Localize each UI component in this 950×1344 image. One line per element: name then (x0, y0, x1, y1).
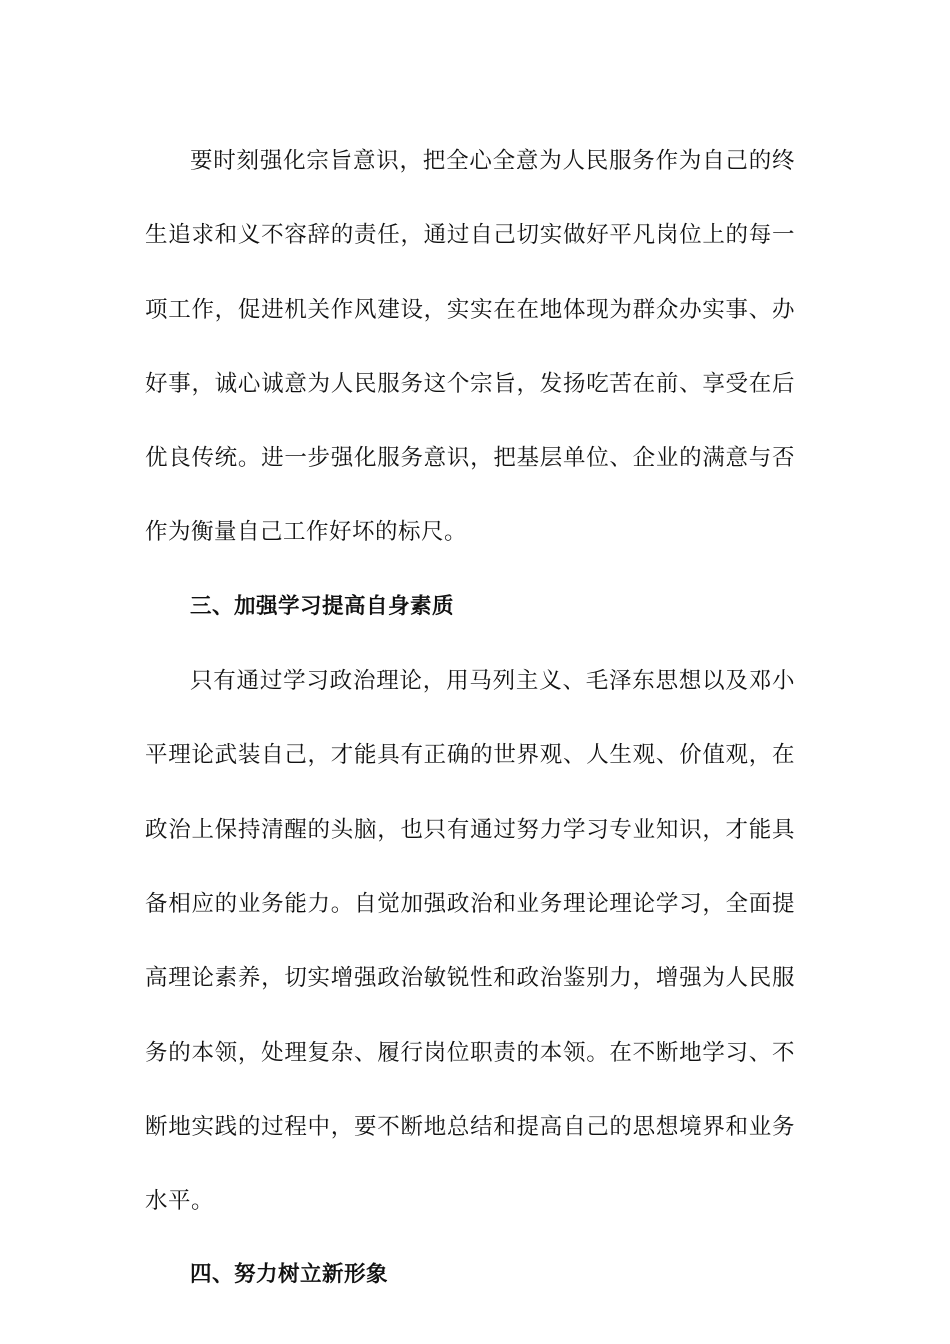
document-body (145, 124, 795, 1313)
section-heading: 三、加强学习提高自身素质 (190, 593, 455, 619)
body-paragraph: 要时刻强化宗旨意识，把全心全意为人民服务作为自己的终生追求和义不容辞的责任，通过自己切实做好平凡岗位上的每一项工作，促进机关作风建设，实实在在地体现为群众办实事、办好事，诚心诚意为人民服务这个宗旨，发扬吃苦在前、享受在后优良传统。进一步强化服务意识，把基层单位、企业的满意与否作为衡量自己工作好坏的标尺。 (145, 148, 795, 546)
body-paragraph: 只有通过学习政治理论，用马列主义、毛泽东思想以及邓小平理论武装自己，才能具有正确的世界观、人生观、价值观，在政治上保持清醒的头脑，也只有通过努力学习专业知识，才能具备相应的业务能力。自觉加强政治和业务理论理论学习，全面提高理论素养，切实增强政治敏锐性和政治鉴别力，增强为人民服务的本领，处理复杂、履行岗位职责的本领。在不断地学习、不断地实践的过程中，要不断地总结和提高自己的思想境界和业务水平。 (145, 668, 795, 1215)
section-heading: 四、努力树立新形象 (190, 1262, 389, 1288)
